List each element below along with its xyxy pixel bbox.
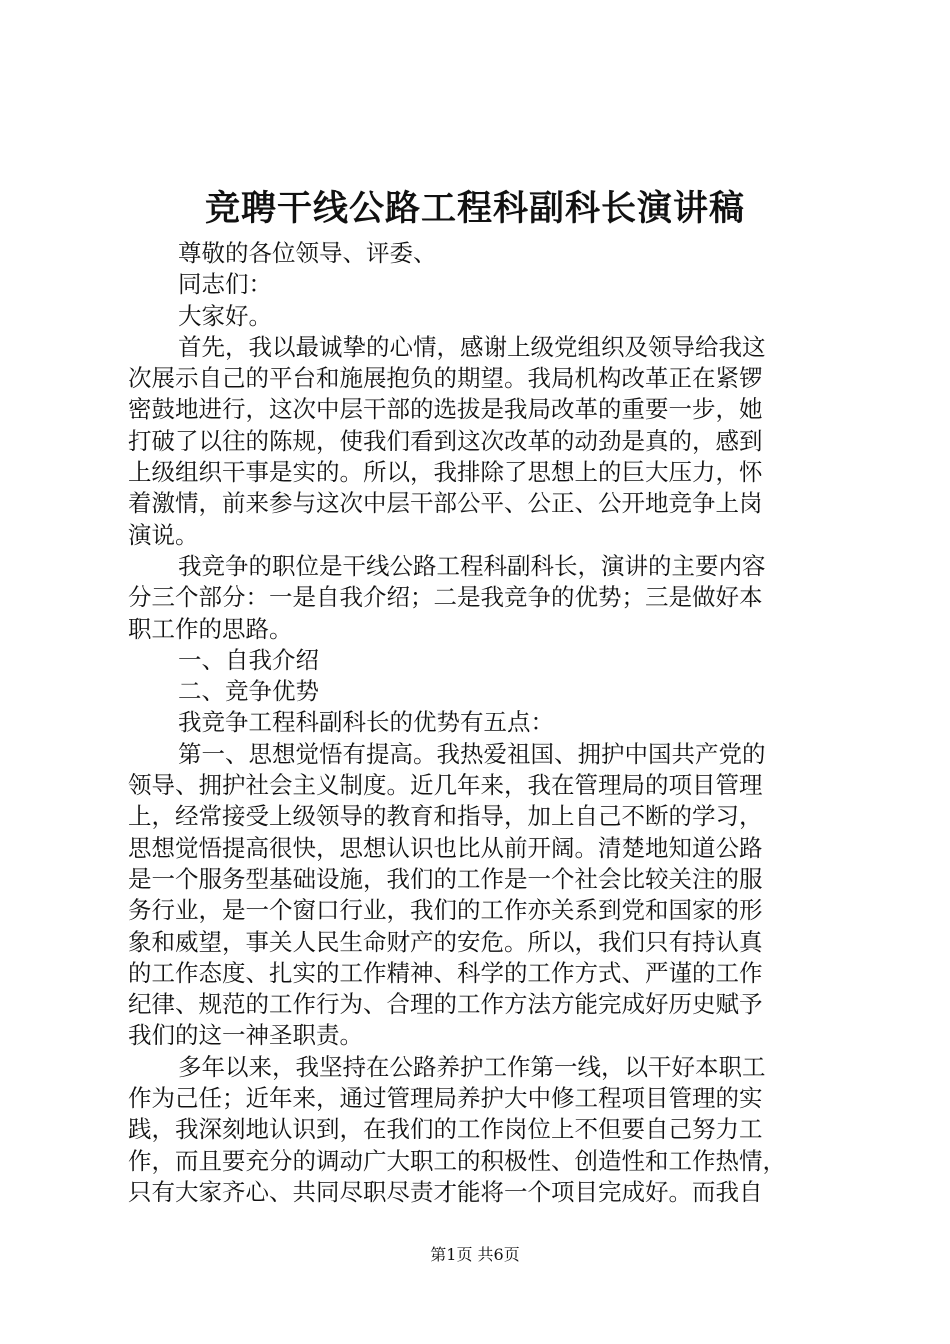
paragraph-line: 着激情，前来参与这次中层干部公平、公正、公开地竞争上岗 bbox=[128, 489, 763, 518]
paragraph-line: 纪律、规范的工作行为、合理的工作方法方能完成好历史赋予 bbox=[128, 990, 763, 1019]
paragraph-line: 打破了以往的陈规，使我们看到这次改革的动劲是真的，感到 bbox=[128, 426, 763, 455]
paragraph-line: 多年以来，我坚持在公路养护工作第一线，以干好本职工 bbox=[178, 1052, 766, 1081]
paragraph-line: 分三个部分：一是自我介绍；二是我竞争的优势；三是做好本 bbox=[128, 583, 763, 612]
paragraph-line: 务行业，是一个窗口行业，我们的工作亦关系到党和国家的形 bbox=[128, 896, 763, 925]
section-heading: 二、竞争优势 bbox=[178, 677, 319, 706]
document-body bbox=[128, 238, 832, 1208]
page-footer: 第1页 共6页 bbox=[430, 1245, 520, 1264]
paragraph-line: 象和威望，事关人民生命财产的安危。所以，我们只有持认真 bbox=[128, 927, 763, 956]
paragraph-line: 只有大家齐心、共同尽职尽责才能将一个项目完成好。而我自 bbox=[128, 1177, 763, 1206]
paragraph-line: 演说。 bbox=[128, 520, 199, 549]
paragraph-line: 领导、拥护社会主义制度。近几年来，我在管理局的项目管理 bbox=[128, 771, 763, 800]
paragraph-line: 密鼓地进行，这次中层干部的选拔是我局改革的重要一步，她 bbox=[128, 395, 763, 424]
salutation-line: 同志们： bbox=[178, 270, 272, 299]
paragraph-line: 作为己任；近年来，通过管理局养护大中修工程项目管理的实 bbox=[128, 1084, 763, 1113]
paragraph-line: 我们的这一神圣职责。 bbox=[128, 1021, 363, 1050]
paragraph-line: 首先，我以最诚挚的心情，感谢上级党组织及领导给我这 bbox=[178, 332, 766, 361]
paragraph-line: 次展示自己的平台和施展抱负的期望。我局机构改革正在紧锣 bbox=[128, 364, 763, 393]
paragraph-line: 职工作的思路。 bbox=[128, 614, 293, 643]
paragraph-line: 的工作态度、扎实的工作精神、科学的工作方式、严谨的工作 bbox=[128, 958, 763, 987]
paragraph-line: 我竞争的职位是干线公路工程科副科长，演讲的主要内容 bbox=[178, 551, 766, 580]
page-title: 竞聘干线公路工程科副科长演讲稿 bbox=[204, 188, 745, 229]
paragraph-line: 思想觉悟提高很快，思想认识也比从前开阔。清楚地知道公路 bbox=[128, 833, 763, 862]
paragraph-line: 践，我深刻地认识到，在我们的工作岗位上不但要自己努力工 bbox=[128, 1115, 763, 1144]
paragraph-line: 上级组织干事是实的。所以，我排除了思想上的巨大压力，怀 bbox=[128, 458, 763, 487]
greeting-line: 大家好。 bbox=[178, 301, 272, 330]
paragraph-line: 作，而且要充分的调动广大职工的积极性、创造性和工作热情， bbox=[128, 1146, 786, 1175]
paragraph-line: 是一个服务型基础设施，我们的工作是一个社会比较关注的服 bbox=[128, 864, 763, 893]
paragraph-line: 我竞争工程科副科长的优势有五点： bbox=[178, 708, 554, 737]
salutation-line: 尊敬的各位领导、评委、 bbox=[178, 239, 437, 267]
paragraph-line: 第一、思想觉悟有提高。我热爱祖国、拥护中国共产党的 bbox=[178, 739, 766, 768]
section-heading: 一、自我介绍 bbox=[178, 645, 319, 674]
paragraph-line: 上，经常接受上级领导的教育和指导，加上自己不断的学习， bbox=[128, 802, 763, 831]
